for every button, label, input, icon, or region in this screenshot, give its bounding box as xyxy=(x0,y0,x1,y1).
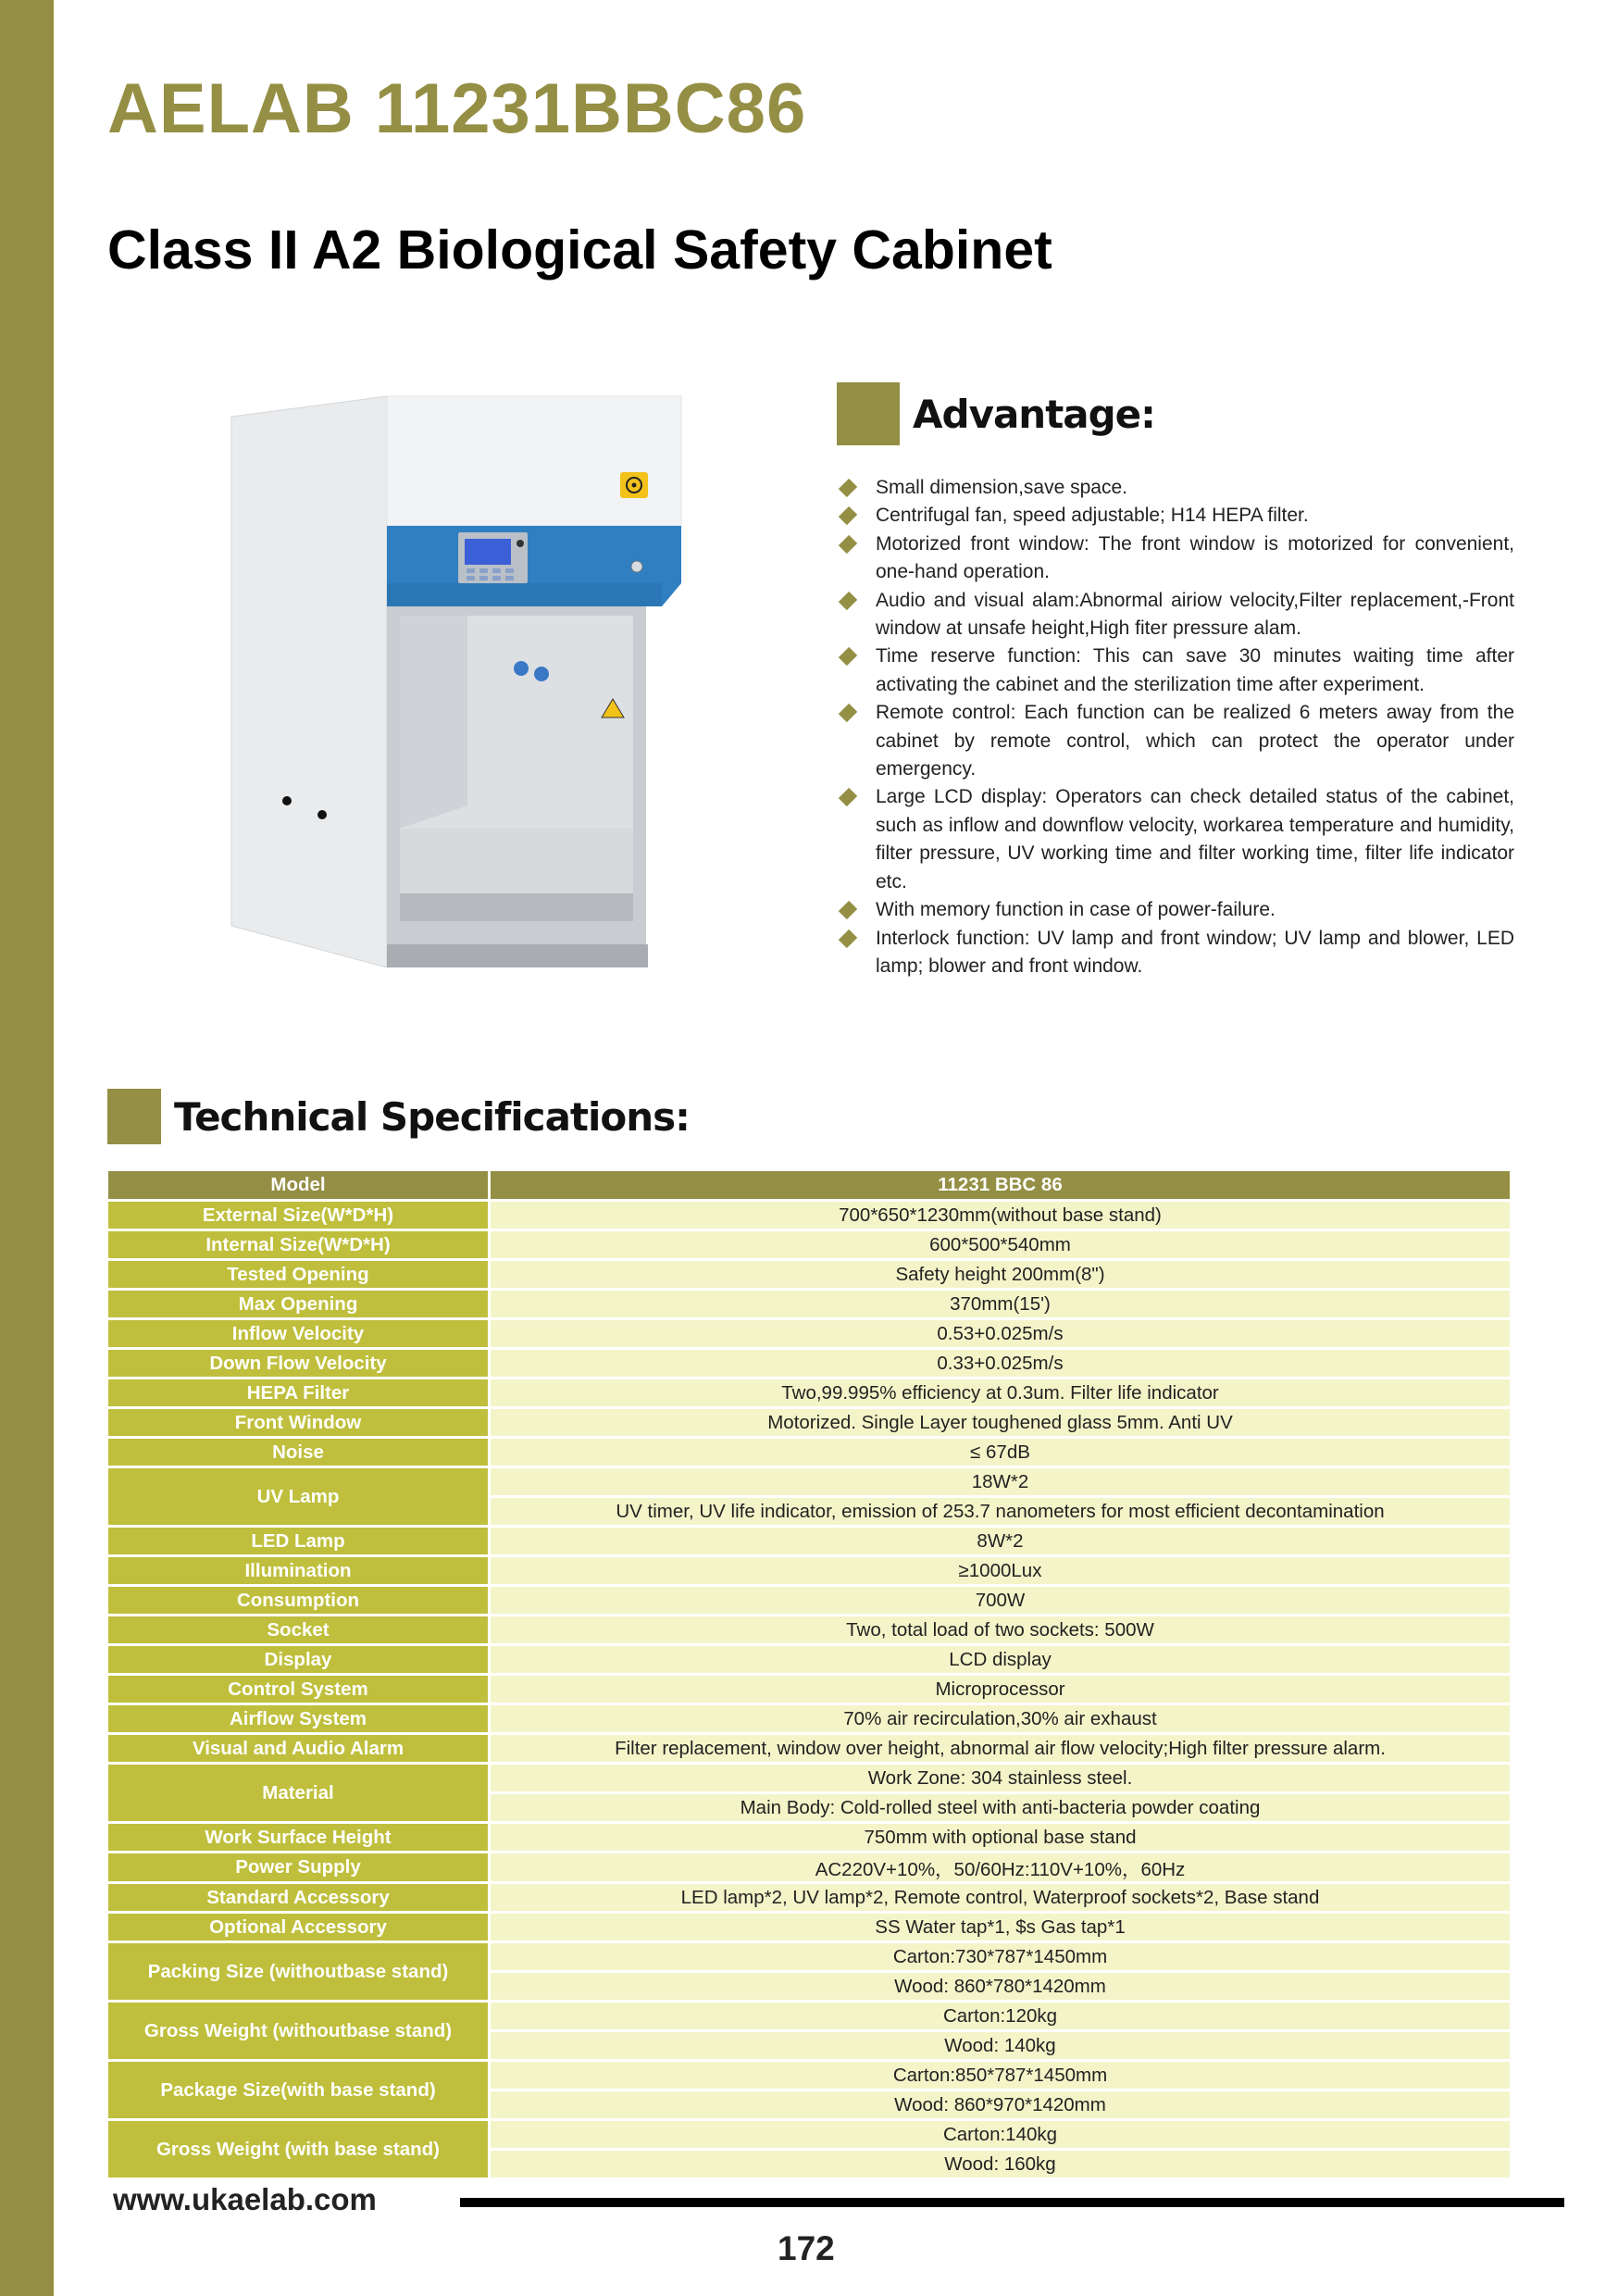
advantage-item-text: Centrifugal fan, speed adjustable; H14 HEPA filter. xyxy=(876,505,1309,527)
spec-key-cell: Max Opening xyxy=(108,1291,491,1320)
table-row xyxy=(108,1676,1510,1705)
spec-key-cell: Internal Size(W*D*H) xyxy=(108,1231,491,1261)
table-row xyxy=(108,1320,1510,1350)
spec-value-cell: LED lamp*2, UV lamp*2, Remote control, Waterproof sockets*2, Base stand xyxy=(491,1884,1510,1914)
advantage-item xyxy=(833,474,1514,502)
header-value-cell: 11231 BBC 86 xyxy=(491,1171,1510,1202)
table-row xyxy=(108,1350,1510,1379)
spec-key-cell: Standard Accessory xyxy=(108,1884,491,1914)
table-row xyxy=(108,1943,1510,1973)
spec-key-cell: Front Window xyxy=(108,1409,491,1439)
spec-key-cell: UV Lamp xyxy=(108,1468,491,1528)
table-row xyxy=(108,2121,1510,2151)
table-row xyxy=(108,1291,1510,1320)
table-row xyxy=(108,1202,1510,1231)
diamond-bullet-icon xyxy=(839,647,857,666)
table-row xyxy=(108,1231,1510,1261)
table-row xyxy=(108,1468,1510,1498)
footer-divider xyxy=(460,2198,1564,2207)
advantage-item-text: With memory function in case of power-failure. xyxy=(876,899,1276,921)
advantage-item-text: Audio and visual alam:Abnormal airiow velocity,Filter replacement,-Front window at unsafe height,High fiter pressure alam. xyxy=(876,589,1514,640)
spec-value-cell: 18W*2 xyxy=(491,1468,1510,1498)
product-subtitle: Class II A2 Biological Safety Cabinet xyxy=(107,219,1052,281)
advantage-item xyxy=(833,699,1514,783)
spec-value-cell: 600*500*540mm xyxy=(491,1231,1510,1261)
spec-key-cell: Illumination xyxy=(108,1557,491,1587)
diamond-bullet-icon xyxy=(839,788,857,806)
spec-value-cell: LCD display xyxy=(491,1646,1510,1676)
advantage-item xyxy=(833,783,1514,896)
spec-key-cell: Airflow System xyxy=(108,1705,491,1735)
spec-key-cell: Material xyxy=(108,1765,491,1824)
advantage-item-text: Interlock function: UV lamp and front window; UV lamp and blower, LED lamp; blower and front window. xyxy=(876,927,1514,977)
table-row xyxy=(108,1616,1510,1646)
cabinet-side-panel xyxy=(231,396,387,967)
spec-value-cell: 0.33+0.025m/s xyxy=(491,1350,1510,1379)
spec-key-cell: Optional Accessory xyxy=(108,1914,491,1943)
spec-key-cell: Package Size(with base stand) xyxy=(108,2062,491,2121)
diamond-bullet-icon xyxy=(839,535,857,554)
diamond-bullet-icon xyxy=(839,901,857,919)
diamond-bullet-icon xyxy=(839,929,857,947)
spec-key-cell: Packing Size (withoutbase stand) xyxy=(108,1943,491,2003)
spec-value-cell: 750mm with optional base stand xyxy=(491,1824,1510,1853)
cabinet-top-panel xyxy=(387,396,681,526)
spec-value-cell: Two,99.995% efficiency at 0.3um. Filter life indicator xyxy=(491,1379,1510,1409)
table-row xyxy=(108,1824,1510,1853)
spec-value-cell: AC220V+10%，50/60Hz:110V+10%，60Hz xyxy=(491,1853,1510,1884)
table-row xyxy=(108,1646,1510,1676)
table-row xyxy=(108,1705,1510,1735)
spec-key-cell: Visual and Audio Alarm xyxy=(108,1735,491,1765)
footer-website-link[interactable]: www.ukaelab.com xyxy=(113,2182,377,2216)
product-image xyxy=(222,361,685,1028)
control-panel xyxy=(458,532,528,583)
spec-key-cell: Display xyxy=(108,1646,491,1676)
advantage-item-text: Remote control: Each function can be realized 6 meters away from the cabinet by remote control, which can protect the operator under emergency. xyxy=(876,702,1514,780)
table-row xyxy=(108,1528,1510,1557)
specs-table-header xyxy=(108,1171,1510,1202)
biohazard-icon xyxy=(620,472,648,498)
header-key-cell: Model xyxy=(108,1171,491,1202)
spec-key-cell: External Size(W*D*H) xyxy=(108,1202,491,1231)
advantage-item xyxy=(833,896,1514,924)
spec-value-cell: Carton:850*787*1450mm xyxy=(491,2062,1510,2091)
advantage-heading xyxy=(837,382,1155,445)
spec-key-cell: Inflow Velocity xyxy=(108,1320,491,1350)
specs-heading xyxy=(107,1089,690,1144)
socket-icon xyxy=(514,661,529,676)
table-row xyxy=(108,1439,1510,1468)
table-row xyxy=(108,1735,1510,1765)
spec-key-cell: Down Flow Velocity xyxy=(108,1350,491,1379)
spec-key-cell: Power Supply xyxy=(108,1853,491,1884)
table-row xyxy=(108,1557,1510,1587)
spec-value-cell: 700W xyxy=(491,1587,1510,1616)
socket-icon xyxy=(534,667,549,681)
spec-key-cell: Gross Weight (with base stand) xyxy=(108,2121,491,2180)
product-title: AELAB 11231BBC86 xyxy=(107,69,807,148)
spec-key-cell: Socket xyxy=(108,1616,491,1646)
diamond-bullet-icon xyxy=(839,591,857,609)
spec-value-cell: Work Zone: 304 stainless steel. xyxy=(491,1765,1510,1794)
spec-value-cell: Carton:140kg xyxy=(491,2121,1510,2151)
spec-value-cell: Motorized. Single Layer toughened glass 5mm. Anti UV xyxy=(491,1409,1510,1439)
specs-table xyxy=(108,1171,1510,2180)
specs-title: Technical Specifications: xyxy=(174,1093,690,1140)
advantage-item-text: Small dimension,save space. xyxy=(876,477,1127,498)
heading-square-icon xyxy=(107,1089,161,1144)
spec-value-cell: Wood: 140kg xyxy=(491,2032,1510,2062)
table-row xyxy=(108,1853,1510,1884)
advantage-item xyxy=(833,530,1514,587)
table-row xyxy=(108,1914,1510,1943)
advantage-item-text: Motorized front window: The front window is motorized for convenient, one-hand operation. xyxy=(876,532,1514,583)
spec-value-cell: Wood: 860*970*1420mm xyxy=(491,2091,1510,2121)
spec-value-cell: Filter replacement, window over height, abnormal air flow velocity;High filter pressure alarm. xyxy=(491,1735,1510,1765)
table-row xyxy=(108,1765,1510,1794)
spec-value-cell: Wood: 860*780*1420mm xyxy=(491,1973,1510,2003)
spec-value-cell: ≥1000Lux xyxy=(491,1557,1510,1587)
advantage-item xyxy=(833,502,1514,530)
table-row xyxy=(108,2062,1510,2091)
page-number: 172 xyxy=(778,2229,835,2267)
diamond-bullet-icon xyxy=(839,704,857,722)
table-row xyxy=(108,2003,1510,2032)
spec-value-cell: Carton:730*787*1450mm xyxy=(491,1943,1510,1973)
side-accent-bar xyxy=(0,0,54,2296)
spec-value-cell: 700*650*1230mm(without base stand) xyxy=(491,1202,1510,1231)
advantage-item xyxy=(833,643,1514,699)
spec-value-cell: Two, total load of two sockets: 500W xyxy=(491,1616,1510,1646)
key-lock-icon xyxy=(631,561,642,572)
spec-key-cell: HEPA Filter xyxy=(108,1379,491,1409)
lcd-display xyxy=(465,539,511,565)
advantage-list xyxy=(833,474,1514,980)
table-row xyxy=(108,1261,1510,1291)
spec-key-cell: Control System xyxy=(108,1676,491,1705)
spec-key-cell: Noise xyxy=(108,1439,491,1468)
spec-value-cell: 0.53+0.025m/s xyxy=(491,1320,1510,1350)
advantage-item-text: Large LCD display: Operators can check detailed status of the cabinet, such as inflow and downflow velocity, workarea temperature and humidity, filter pressure, UV working time and filter working time, filter life indicator etc. xyxy=(876,786,1514,892)
spec-value-cell: UV timer, UV life indicator, emission of 253.7 nanometers for most efficient decontamination xyxy=(491,1498,1510,1528)
spec-value-cell: SS Water tap*1, $s Gas tap*1 xyxy=(491,1914,1510,1943)
diamond-bullet-icon xyxy=(839,479,857,497)
spec-value-cell: 70% air recirculation,30% air exhaust xyxy=(491,1705,1510,1735)
spec-key-cell: Work Surface Height xyxy=(108,1824,491,1853)
advantage-item xyxy=(833,925,1514,981)
spec-value-cell: Main Body: Cold-rolled steel with anti-bacteria powder coating xyxy=(491,1794,1510,1824)
table-row xyxy=(108,1587,1510,1616)
spec-value-cell: Microprocessor xyxy=(491,1676,1510,1705)
spec-key-cell: Gross Weight (withoutbase stand) xyxy=(108,2003,491,2062)
table-row xyxy=(108,1409,1510,1439)
spec-key-cell: Consumption xyxy=(108,1587,491,1616)
advantage-item xyxy=(833,587,1514,643)
table-row xyxy=(108,1884,1510,1914)
spec-value-cell: Wood: 160kg xyxy=(491,2151,1510,2180)
spec-value-cell: Safety height 200mm(8") xyxy=(491,1261,1510,1291)
spec-key-cell: Tested Opening xyxy=(108,1261,491,1291)
spec-value-cell: Carton:120kg xyxy=(491,2003,1510,2032)
advantage-item-text: Time reserve function: This can save 30 minutes waiting time after activating the cabinet and the sterilization time after experiment. xyxy=(876,645,1514,695)
diamond-bullet-icon xyxy=(839,506,857,525)
spec-value-cell: ≤ 67dB xyxy=(491,1439,1510,1468)
advantage-title: Advantage: xyxy=(913,391,1155,437)
spec-value-cell: 370mm(15') xyxy=(491,1291,1510,1320)
heading-square-icon xyxy=(837,382,900,445)
spec-key-cell: LED Lamp xyxy=(108,1528,491,1557)
table-row xyxy=(108,1379,1510,1409)
spec-value-cell: 8W*2 xyxy=(491,1528,1510,1557)
